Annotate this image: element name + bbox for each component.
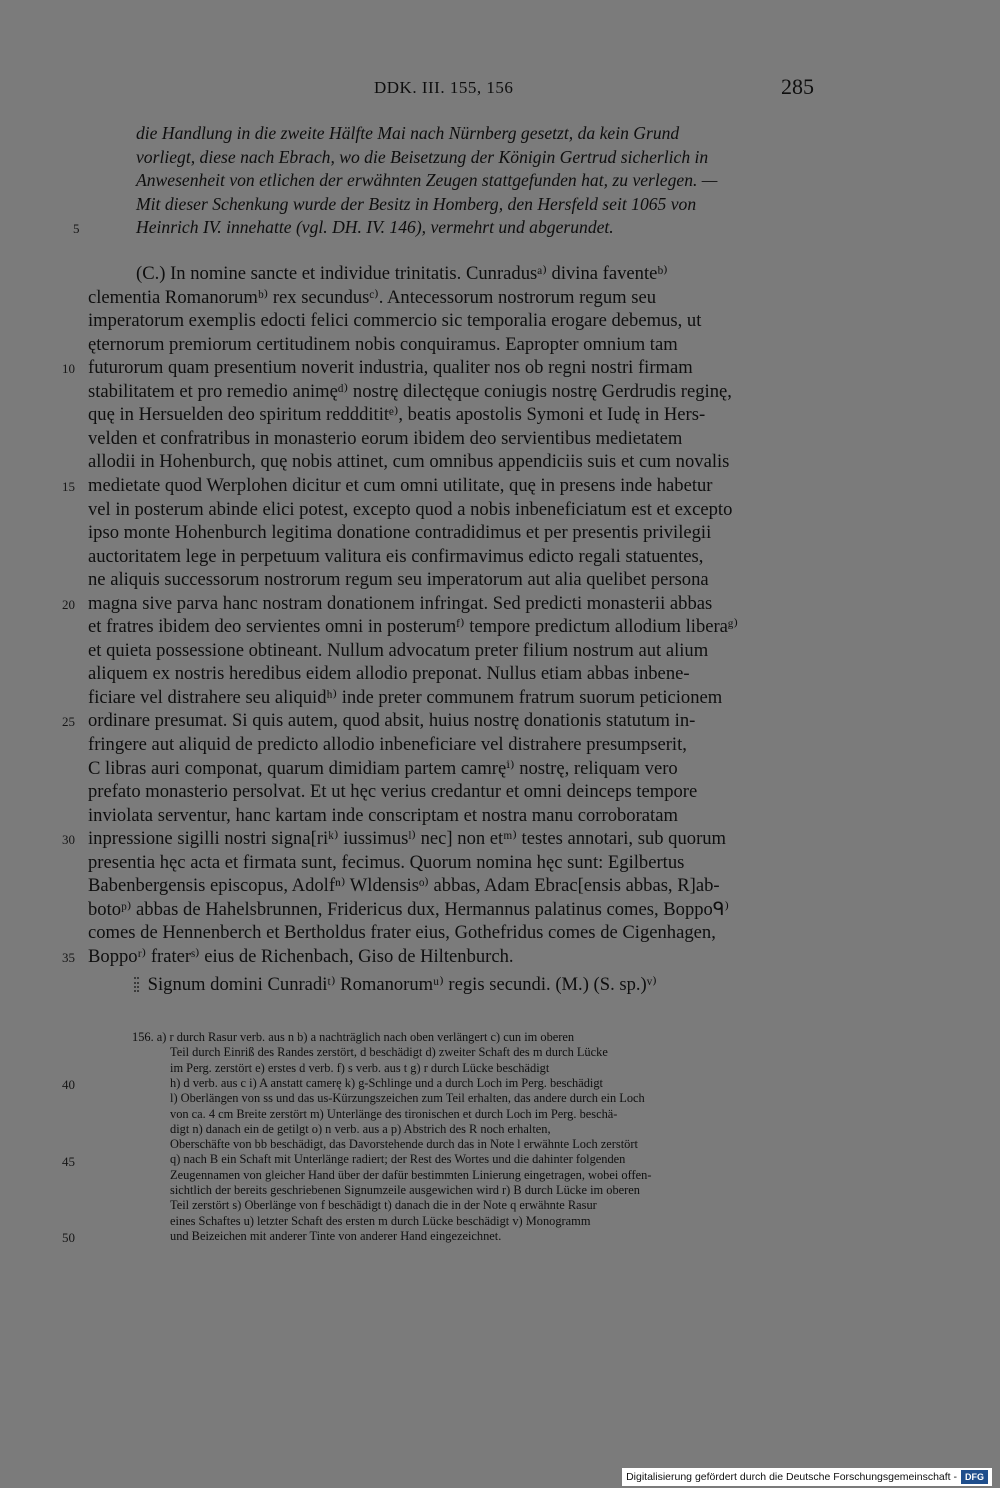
footnote-line: Oberschäfte von bb beschädigt, das Davorstehende durch das in Note l erwähnte Loch zerstört <box>170 1137 638 1152</box>
footnote-line: Teil zerstört s) Oberlänge von f beschädigt t) danach die in der Note q erwähnte Rasur <box>170 1198 597 1213</box>
charter-line: stabilitatem et pro remedio animęᵈ⁾ nostrę dilectęque coniugis nostrę Gerdrudis reginę, <box>88 380 732 402</box>
charter-line: magna sive parva hanc nostram donationem infringat. Sed predicti monasterii abbas <box>88 592 713 614</box>
charter-line: quę in Hersuelden deo spiritum redddititᵉ⁾, beatis apostolis Symoni et Iudę in Hers- <box>88 404 706 426</box>
charter-line: Babenbergensis episcopus, Adolfⁿ⁾ Wldensisᵒ⁾ abbas, Adam Ebrac[ensis abbas, R]ab- <box>88 875 720 897</box>
charter-line: vel in posterum abinde elici potest, excepto quod a nobis inbeneficiatum est et excepto <box>88 498 733 520</box>
charter-line: ęternorum premiorum certitudinem nobis conquiramus. Eapropter omnium tam <box>88 333 678 355</box>
charter-line: inpressione sigilli nostri signa[riᵏ⁾ iussimusˡ⁾ nec] non etᵐ⁾ testes annotari, sub quorum <box>88 828 727 850</box>
charter-line: imperatorum exemplis edocti felici commercio sic temporalia erogare debemus, ut <box>88 310 702 332</box>
charter-line: C libras auri componat, quarum dimidiam partem camręⁱ⁾ nostrę, reliquam vero <box>88 757 678 779</box>
footnote-line: Zeugennamen von gleicher Hand über der dafür bestimmten Linierung eingetragen, wobei offen- <box>170 1167 652 1182</box>
footnote-line: digt n) danach ein de getilgt o) n verb. aus a p) Abstrich des R noch erhalten, <box>170 1121 551 1136</box>
footnote-line: sichtlich der bereits geschriebenen Signumzeile ausgewichen wird r) B durch Lücke im oberen <box>170 1183 640 1197</box>
line-number: 20 <box>62 597 75 612</box>
charter-line: presentia hęc acta et firmata sunt, fecimus. Quorum nomina hęc sunt: Egilbertus <box>88 851 685 873</box>
intro-line: vorliegt, diese nach Ebrach, wo die Beisetzung der Königin Gertrud sicherlich in <box>136 146 709 167</box>
line-number: 35 <box>62 950 75 965</box>
charter-line: allodii in Hohenburch, quę nobis attinet, cum omnibus appendiciis suis et cum novalis <box>88 451 730 473</box>
line-number: 30 <box>62 832 75 847</box>
line-number: 40 <box>62 1077 75 1092</box>
charter-line: Boppoʳ⁾ fraterˢ⁾ eius de Richenbach, Giso de Hiltenburch. <box>88 945 514 967</box>
intro-line: Mit dieser Schenkung wurde der Besitz in Homberg, den Hersfeld seit 1065 von <box>136 193 697 214</box>
intro-line: die Handlung in die zweite Hälfte Mai nach Nürnberg gesetzt, da kein Grund <box>136 123 680 143</box>
charter-line: fringere aut aliquid de predicto allodio inbeneficiare vel distrahere presumpserit, <box>88 734 687 755</box>
footnote-line: q) nach B ein Schaft mit Unterlänge radiert; der Rest des Wortes und die dahinter folgenden <box>170 1152 626 1167</box>
page-number: 285 <box>781 74 814 99</box>
chrismon-mark-icon <box>134 977 139 992</box>
charter-line: inviolata serventur, hanc kartam inde conscriptam et nostra manu corroboratam <box>88 804 678 826</box>
footnote-line: h) d verb. aus c i) A anstatt camerę k) g-Schlinge und a durch Loch im Perg. beschädigt <box>170 1075 603 1090</box>
digitization-credit <box>622 1468 992 1486</box>
dfg-logo: DFG <box>961 1470 988 1484</box>
line-number: 5 <box>73 221 80 236</box>
line-number: 15 <box>62 479 75 494</box>
charter-line <box>136 262 668 286</box>
footnote-line: von ca. 4 cm Breite zerstört m) Unterlänge des tironischen et durch Loch im Perg. beschä- <box>170 1106 618 1121</box>
charter-line: ficiare vel distrahere seu aliquidʰ⁾ inde preter communem fratrum suorum peticionem <box>88 686 723 708</box>
line-number: 45 <box>62 1154 75 1169</box>
charter-line: ne aliquis successorum nostrorum regum seu imperatorum aut alia quelibet persona <box>88 569 709 591</box>
charter-line: prefato monasterio persolvat. Et ut hęc verius credantur et omni deinceps tempore <box>88 781 698 803</box>
charter-line: velden et confratribus in monasterio eorum ibidem deo servientibus medietatem <box>88 427 683 449</box>
credit-text: Digitalisierung gefördert durch die Deutsche Forschungsgemeinschaft - <box>626 1471 957 1483</box>
charter-line: comes de Hennenberch et Bertholdus frater eius, Gothefridus comes de Cigenhagen, <box>88 922 716 944</box>
signum-text: Signum domini Cunradiᵗ⁾ Romanorumᵘ⁾ regis secundi. (M.) (S. sp.)ᵛ⁾ <box>143 974 657 995</box>
footnote-line: l) Oberlängen von ss und das us-Kürzungszeichen zum Teil erhalten, das andere durch ein Loch <box>170 1091 645 1106</box>
intro-line: Anwesenheit von etlichen der erwähnten Zeugen stattgefunden hat, zu verlegen. — <box>136 170 718 191</box>
charter-line: botoᵖ⁾ abbas de Hahelsbrunnen, Fridericus dux, Hermannus palatinus comes, Boppoᑫ⁾ <box>88 898 730 920</box>
charter-line: futurorum quam presentium noverit industria, qualiter nos ob regni nostri firmam <box>88 357 693 379</box>
footnote-line: Teil durch Einriß des Randes zerstört, d beschädigt d) zweiter Schaft des m durch Lücke <box>170 1045 608 1060</box>
charter-line: ipso monte Hohenburch legitima donatione contradidimus et per presentis privilegii <box>88 522 712 544</box>
footnote-line: im Perg. zerstört e) erstes d verb. f) s verb. aus t g) r durch Lücke beschädigt <box>170 1060 550 1075</box>
intro-line: Heinrich IV. innehatte (vgl. DH. IV. 146), vermehrt und abgerundet. <box>136 217 614 238</box>
line-number: 25 <box>62 714 75 729</box>
charter-line: medietate quod Werplohen dicitur et cum omni utilitate, quę in presens inde habetur <box>88 474 713 496</box>
signum-line <box>130 973 657 997</box>
page-header <box>0 74 1000 104</box>
charter-line: ordinare presumat. Si quis autem, quod absit, huius nostrę donationis statutum in- <box>88 710 696 732</box>
footnote-line: eines Schaftes u) letzter Schaft des ersten m durch Lücke beschädigt v) Monogramm <box>170 1213 591 1228</box>
charter-line: aliquem ex nostris heredibus eidem allodio preponat. Nullus etiam abbas inbene- <box>88 663 690 685</box>
running-head: DDK. III. 155, 156 <box>374 78 514 97</box>
charter-line: clementia Romanorumᵇ⁾ rex secundusᶜ⁾. Antecessorum nostrorum regum seu <box>88 286 657 308</box>
line-number: 10 <box>62 361 75 376</box>
invocation-text: (C.) In nomine sancte et individue trinitatis. Cunradusᵃ⁾ divina faventeᵇ⁾ <box>136 263 668 284</box>
charter-line: et quieta possessione obtineant. Nullum advocatum preter filium nostrum aut alium <box>88 639 709 661</box>
footnote-line: 156. a) r durch Rasur verb. aus n b) a nachträglich nach oben verlängert c) cun im oberen <box>132 1030 575 1044</box>
footnote-line: und Beizeichen mit anderer Tinte von anderer Hand eingezeichnet. <box>170 1228 502 1243</box>
charter-line: auctoritatem lege in perpetuum valitura eis confirmavimus edicto regali statuentes, <box>88 545 704 567</box>
line-number: 50 <box>62 1230 75 1245</box>
charter-line: et fratres ibidem deo servientes omni in posterumᶠ⁾ tempore predictum allodium liberaᵍ⁾ <box>88 616 739 638</box>
